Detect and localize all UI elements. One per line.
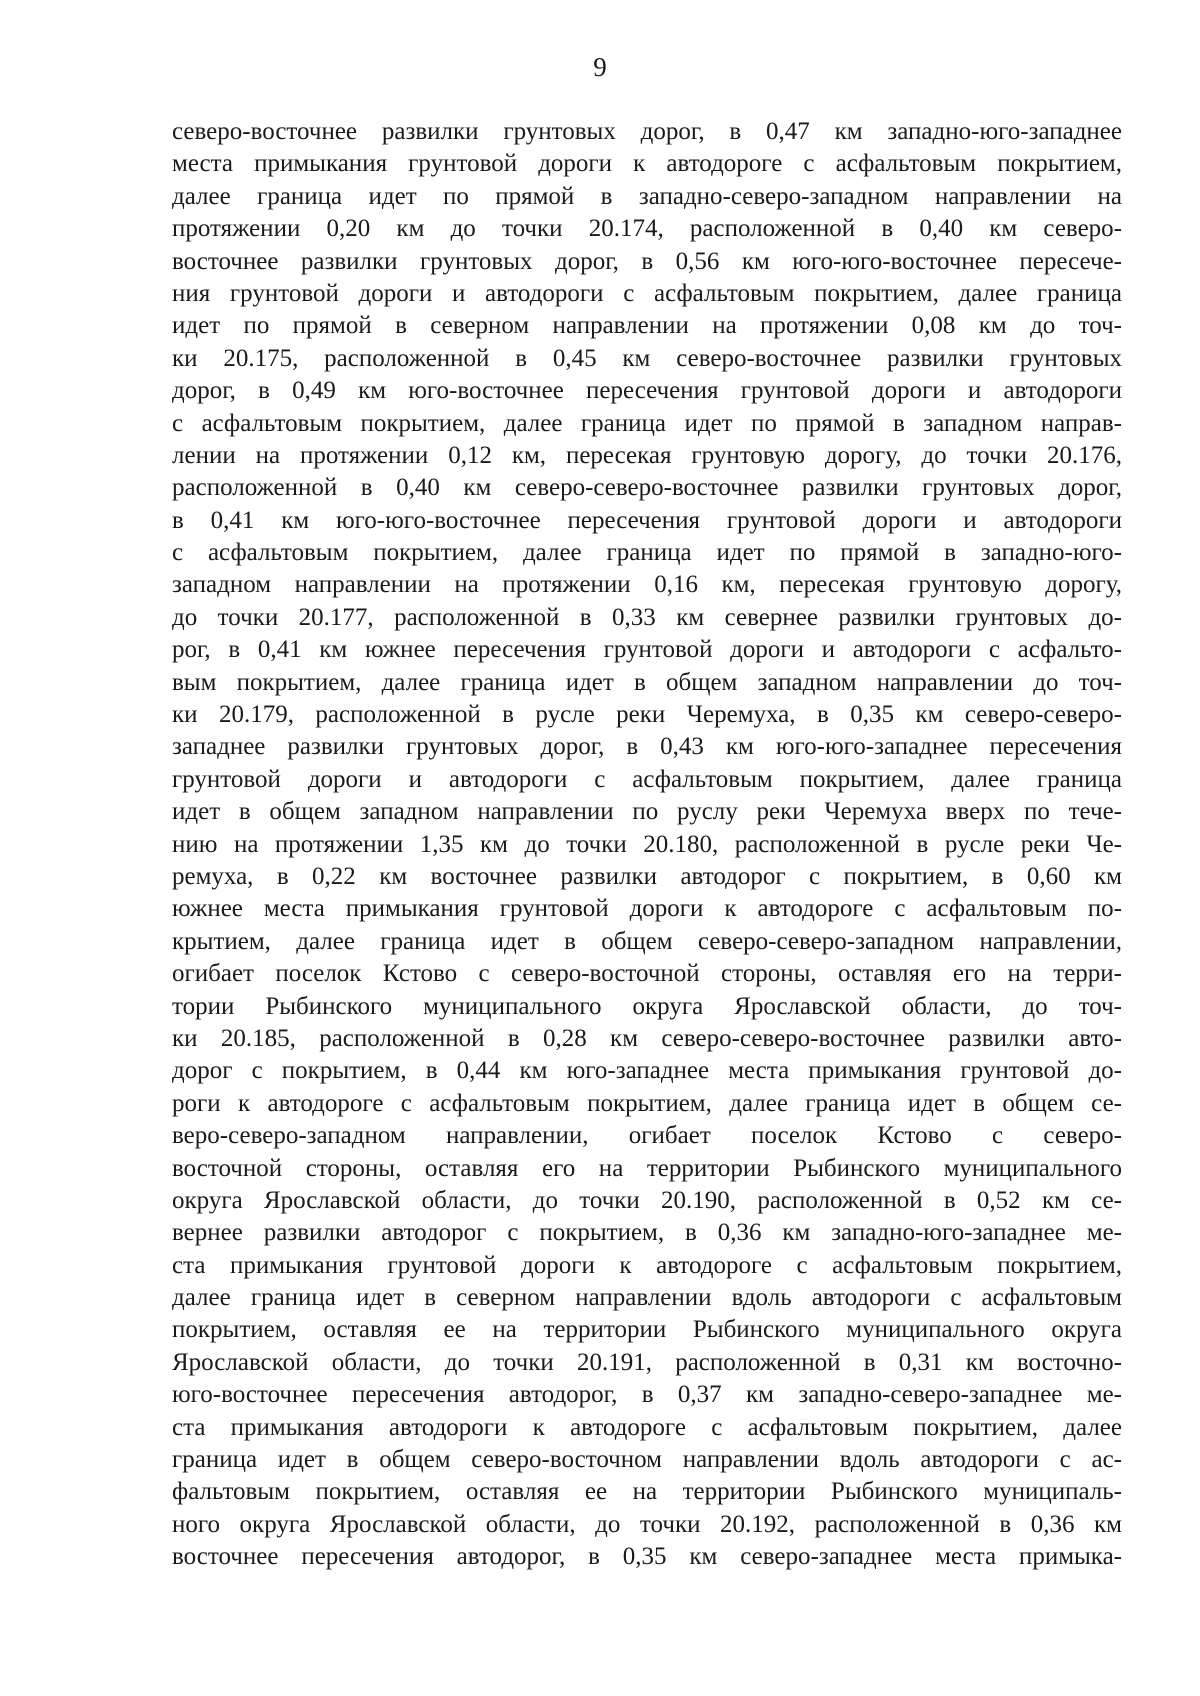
text-line: ремуха, в 0,22 км восточнее развилки автодорог с покрытием, в 0,60 км bbox=[172, 862, 1122, 890]
text-line: северо-восточнее развилки грунтовых дорог, в 0,47 км западно-юго-западнее bbox=[172, 118, 1122, 145]
text-line: покрытием, оставляя ее на территории Рыбинского муниципального округа bbox=[172, 1316, 1122, 1344]
text-line: с асфальтовым покрытием, далее граница идет по прямой в западном направ- bbox=[172, 409, 1122, 437]
text-line: ста примыкания грунтовой дороги к автодороге с асфальтовым покрытием, bbox=[172, 1251, 1122, 1279]
text-line: расположенной в 0,40 км северо-северо-восточнее развилки грунтовых дорог, bbox=[172, 474, 1122, 502]
text-line: восточнее пересечения автодорог, в 0,35 км северо-западнее места примыка- bbox=[172, 1543, 1122, 1571]
text-line: западном направлении на протяжении 0,16 км, пересекая грунтовую дорогу, bbox=[172, 571, 1122, 599]
text-line: фальтовым покрытием, оставляя ее на территории Рыбинского муниципаль- bbox=[172, 1478, 1122, 1506]
page-number: 9 bbox=[593, 52, 607, 82]
text-line: дорог с покрытием, в 0,44 км юго-западнее места примыкания грунтовой до- bbox=[172, 1057, 1122, 1085]
text-line: ста примыкания автодороги к автодороге с асфальтовым покрытием, далее bbox=[172, 1413, 1122, 1441]
text-line: грунтовой дороги и автодороги с асфальтовым покрытием, далее граница bbox=[172, 765, 1122, 793]
text-line: Ярославской области, до точки 20.191, расположенной в 0,31 км восточно- bbox=[172, 1348, 1122, 1376]
text-line: с асфальтовым покрытием, далее граница идет по прямой в западно-юго- bbox=[172, 539, 1122, 567]
text-line: западнее развилки грунтовых дорог, в 0,43 км юго-юго-западнее пересечения bbox=[172, 733, 1122, 761]
text-line: лении на протяжении 0,12 км, пересекая грунтовую дорогу, до точки 20.176, bbox=[172, 441, 1122, 469]
text-line: дорог, в 0,49 км юго-восточнее пересечения грунтовой дороги и автодороги bbox=[172, 377, 1122, 405]
text-line: восточнее развилки грунтовых дорог, в 0,56 км юго-юго-восточнее пересече- bbox=[172, 247, 1122, 275]
text-line: ки 20.179, расположенной в русле реки Черемуха, в 0,35 км северо-северо- bbox=[172, 701, 1122, 729]
text-line: тории Рыбинского муниципального округа Ярославской области, до точ- bbox=[172, 992, 1122, 1020]
text-line: далее граница идет по прямой в западно-северо-западном направлении на bbox=[172, 182, 1122, 210]
text-line: в 0,41 км юго-юго-восточнее пересечения грунтовой дороги и автодороги bbox=[172, 506, 1122, 534]
text-line: протяжении 0,20 км до точки 20.174, расположенной в 0,40 км северо- bbox=[172, 215, 1122, 243]
text-line: вернее развилки автодорог с покрытием, в 0,36 км западно-юго-западнее ме- bbox=[172, 1219, 1122, 1247]
text-line: ного округа Ярославской области, до точки 20.192, расположенной в 0,36 км bbox=[172, 1510, 1122, 1538]
text-line: огибает поселок Кстово с северо-восточной стороны, оставляя его на терри- bbox=[172, 960, 1122, 988]
text-line: места примыкания грунтовой дороги к автодороге с асфальтовым покрытием, bbox=[172, 150, 1122, 178]
text-line: юго-восточнее пересечения автодорог, в 0,37 км западно-северо-западнее ме- bbox=[172, 1381, 1122, 1409]
text-line: до точки 20.177, расположенной в 0,33 км севернее развилки грунтовых до- bbox=[172, 603, 1122, 631]
text-line: ки 20.185, расположенной в 0,28 км северо-северо-восточнее развилки авто- bbox=[172, 1024, 1122, 1052]
text-line: ния грунтовой дороги и автодороги с асфальтовым покрытием, далее граница bbox=[172, 279, 1122, 307]
text-line: рог, в 0,41 км южнее пересечения грунтовой дороги и автодороги с асфальто- bbox=[172, 636, 1122, 664]
text-line: ки 20.175, расположенной в 0,45 км северо-восточнее развилки грунтовых bbox=[172, 344, 1122, 372]
text-line: вым покрытием, далее граница идет в общем западном направлении до точ- bbox=[172, 668, 1122, 696]
text-line: веро-северо-западном направлении, огибает поселок Кстово с северо- bbox=[172, 1122, 1122, 1150]
text-line: округа Ярославской области, до точки 20.190, расположенной в 0,52 км се- bbox=[172, 1186, 1122, 1214]
text-line: южнее места примыкания грунтовой дороги к автодороге с асфальтовым по- bbox=[172, 895, 1122, 923]
text-line: восточной стороны, оставляя его на территории Рыбинского муниципального bbox=[172, 1154, 1122, 1182]
text-line: идет по прямой в северном направлении на протяжении 0,08 км до точ- bbox=[172, 312, 1122, 340]
text-line: идет в общем западном направлении по руслу реки Черемуха вверх по тече- bbox=[172, 798, 1122, 826]
text-line: далее граница идет в северном направлении вдоль автодороги с асфальтовым bbox=[172, 1284, 1122, 1312]
text-line: граница идет в общем северо-восточном направлении вдоль автодороги с ас- bbox=[172, 1446, 1122, 1474]
text-line: роги к автодороге с асфальтовым покрытием, далее граница идет в общем се- bbox=[172, 1089, 1122, 1117]
text-line: нию на протяжении 1,35 км до точки 20.180, расположенной в русле реки Че- bbox=[172, 830, 1122, 858]
body-text bbox=[172, 116, 1122, 1574]
text-line: крытием, далее граница идет в общем северо-северо-западном направлении, bbox=[172, 927, 1122, 955]
